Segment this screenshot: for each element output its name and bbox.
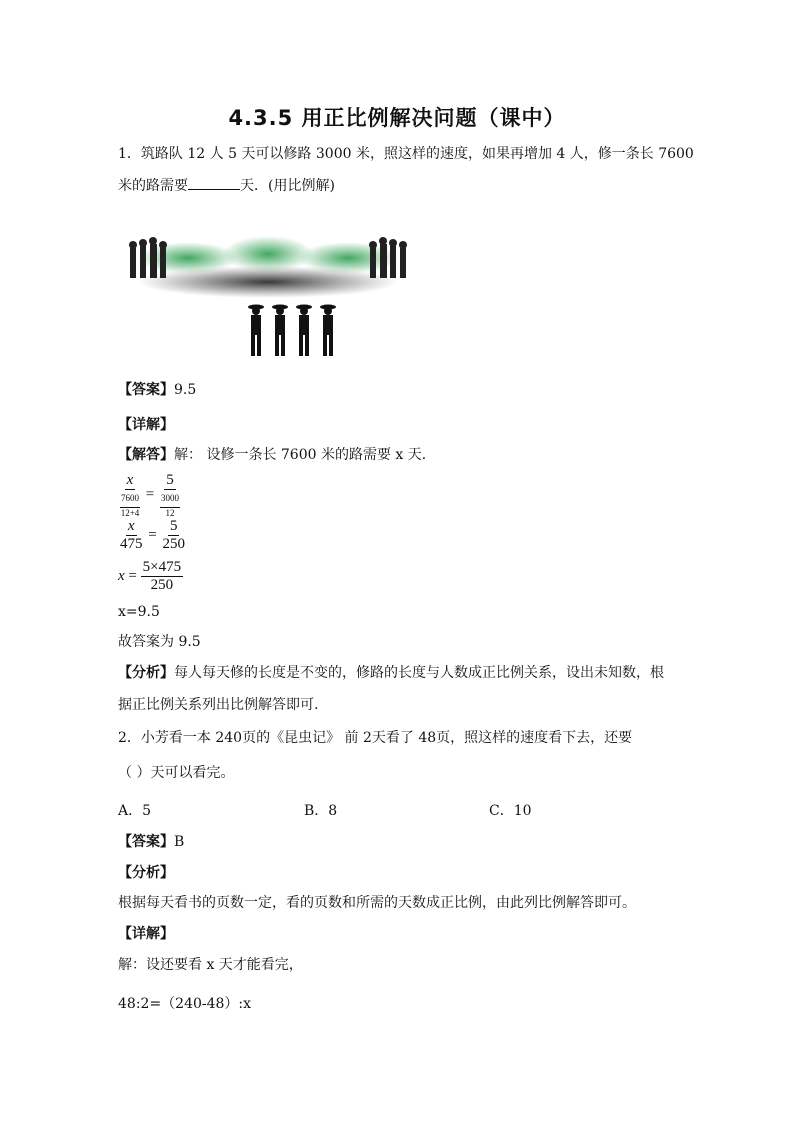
q1-final: 故答案为 9.5 xyxy=(118,634,201,650)
q2-line-1: 2．小芳看一本 240页的《昆虫记》 前 2天看了 48页，照这样的速度看下去，还要 xyxy=(118,730,633,746)
green-haze-center xyxy=(223,236,313,272)
eq2-x: x xyxy=(127,518,135,534)
q2-detail-label: 【详解】 xyxy=(118,926,174,942)
q1-solve-label: 【解答】 xyxy=(118,447,174,463)
eq2-den: 475 xyxy=(120,536,143,552)
eq1-b: 12+4 xyxy=(120,508,140,518)
q1-line-2-after: 天．(用比例解) xyxy=(240,178,335,194)
eq1-equals: = xyxy=(145,486,155,503)
q2-line-2: （ ）天可以看完。 xyxy=(118,765,235,781)
eq1-a: 7600 xyxy=(120,490,140,508)
eq1-x: x xyxy=(126,472,134,488)
q2-answer-label: 【答案】 xyxy=(118,834,174,850)
four-new-workers xyxy=(248,305,336,357)
q1-analysis-1 xyxy=(118,664,664,682)
equation-2 xyxy=(118,518,187,553)
q1-line-1: 1．筑路队 12 人 5 天可以修路 3000 米，照这样的速度，如果再增加 4 人，修一条长 7600 xyxy=(118,146,694,162)
equation-3 xyxy=(118,559,183,594)
eq2-equals: = xyxy=(148,526,157,543)
road-workers-illustration xyxy=(118,236,418,358)
eq3-equals: = xyxy=(128,567,137,584)
q1-line-2 xyxy=(118,176,335,195)
page-title: 4.3.5 用正比例解决问题（课中） xyxy=(228,106,566,130)
q2-proportion: 48:2=（240-48）:x xyxy=(118,996,252,1012)
q1-analysis-2: 据正比例关系列出比例解答即可. xyxy=(118,697,319,713)
eq1-c: 5 xyxy=(166,472,174,488)
eq3-den: 250 xyxy=(150,577,174,593)
q1-answer xyxy=(118,381,196,399)
eq2-d: 250 xyxy=(162,536,185,552)
eq1-d: 3000 xyxy=(160,490,180,508)
q2-answer xyxy=(118,833,184,851)
q1-result: x=9.5 xyxy=(118,604,160,620)
answer-blank xyxy=(188,176,240,190)
q1-line-2-before: 米的路需要 xyxy=(118,178,188,194)
eq3-num: 5×475 xyxy=(142,559,182,575)
q2-option-c: C．10 xyxy=(489,803,532,819)
q2-solve-text: 解：设还要看 x 天才能看完， xyxy=(118,957,303,973)
eq2-c: 5 xyxy=(169,518,178,534)
q1-solve xyxy=(118,446,436,464)
q1-detail-label: 【详解】 xyxy=(118,417,174,433)
q2-answer-value: B xyxy=(174,834,185,850)
q1-answer-value: 9.5 xyxy=(174,382,197,398)
q2-analysis-label: 【分析】 xyxy=(118,865,174,881)
q2-option-b: B．8 xyxy=(304,803,338,819)
eq1-e: 12 xyxy=(165,508,175,518)
q1-solve-text: 解： 设修一条长 7600 米的路需要 x 天． xyxy=(174,447,436,463)
q1-answer-label: 【答案】 xyxy=(118,382,174,398)
q2-option-a: A．5 xyxy=(118,803,152,819)
eq3-x: x xyxy=(118,567,125,584)
q1-analysis-text-1: 每人每天修的长度是不变的，修路的长度与人数成正比例关系，设出未知数，根 xyxy=(174,665,664,681)
equation-1 xyxy=(118,472,182,518)
q2-analysis-text: 根据每天看书的页数一定，看的页数和所需的天数成正比例，由此列比例解答即可。 xyxy=(118,895,636,911)
q1-analysis-label: 【分析】 xyxy=(118,665,174,681)
